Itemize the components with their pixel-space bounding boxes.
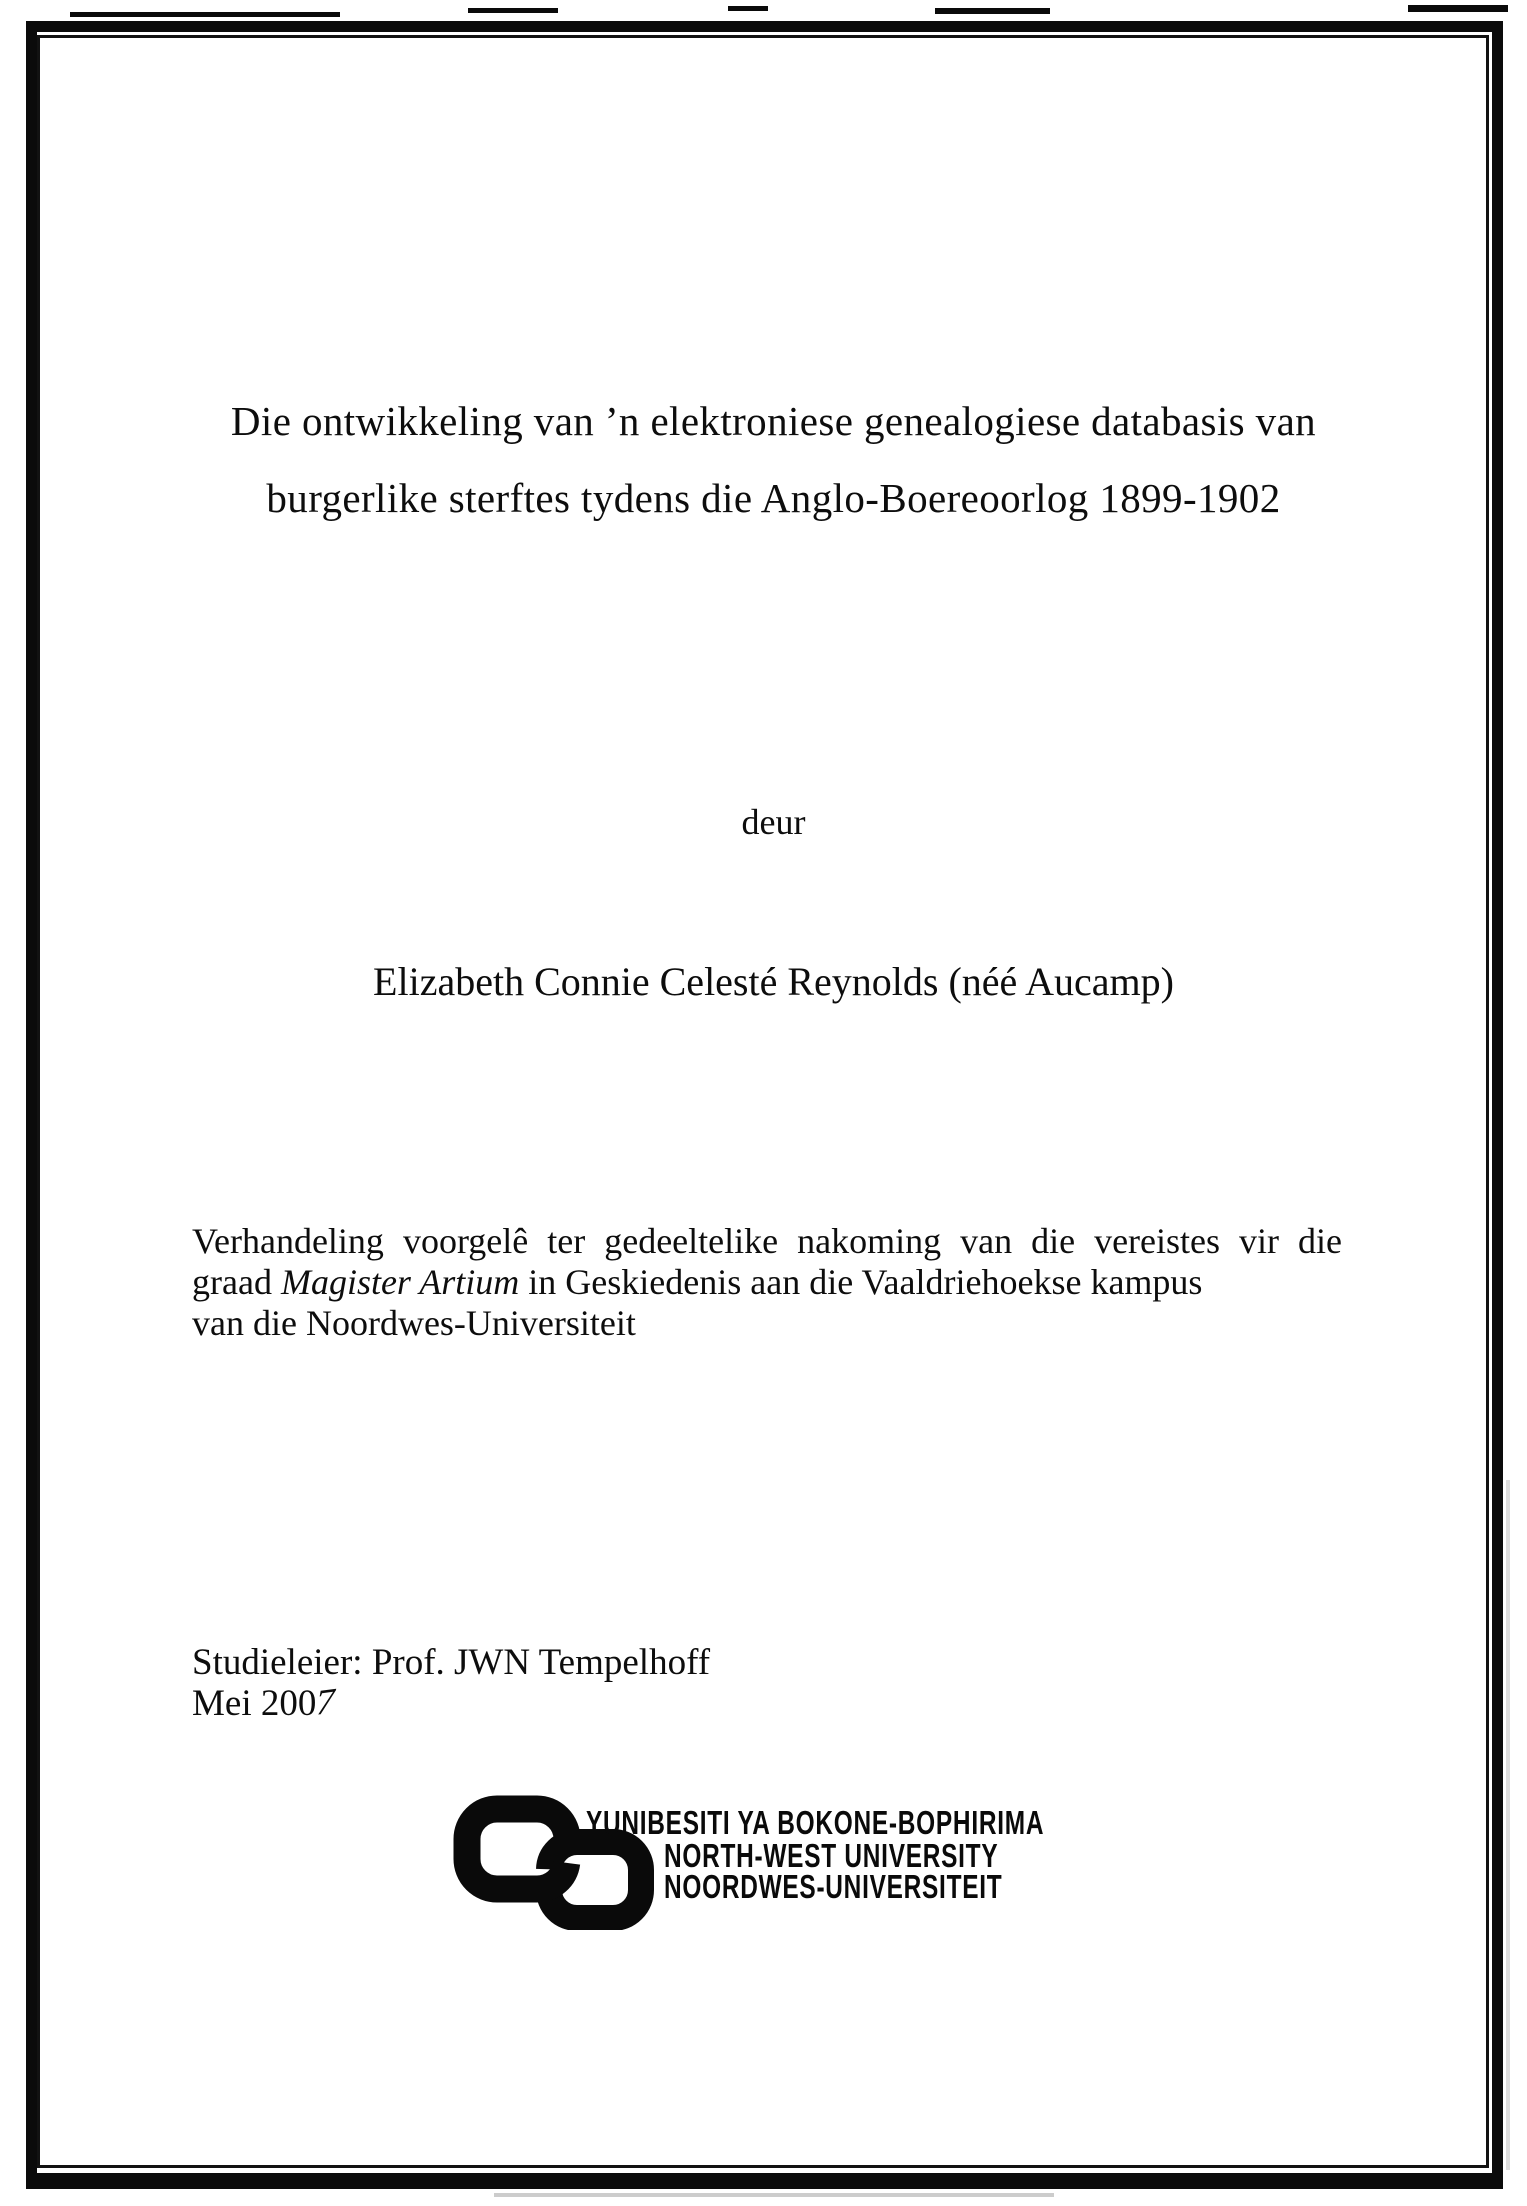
date-last-digit: 7 xyxy=(312,1680,340,1725)
logo-line-afrikaans: NOORDWES-UNIVERSITEIT xyxy=(664,1868,1003,1905)
thesis-title-line-1: Die ontwikkeling van ’n elektroniese genealogiese databasis van xyxy=(230,398,1317,444)
statement-line-2-pre: graad xyxy=(192,1262,281,1302)
supervisor-line: Studieleier: Prof. JWN Tempelhoff xyxy=(192,1642,711,1683)
author-name: Elizabeth Connie Celesté Reynolds (néé Aucamp) xyxy=(373,959,1174,1004)
supervisor-block xyxy=(192,1642,710,1724)
statement-line-2 xyxy=(192,1262,1342,1303)
thesis-statement xyxy=(192,1221,1342,1344)
statement-line-2-post: in Geskiedenis aan die Vaaldriehoekse kampus xyxy=(519,1262,1203,1302)
degree-name-italic: Magister Artium xyxy=(280,1262,520,1302)
date-line xyxy=(192,1680,710,1725)
logo-line-english: NORTH-WEST UNIVERSITY xyxy=(664,1837,999,1874)
scan-artifact xyxy=(494,2193,1054,2197)
scan-artifact xyxy=(1506,1480,1510,2170)
thesis-title-line-2: burgerlike sterftes tydens die Anglo-Boereoorlog 1899-1902 xyxy=(266,475,1281,521)
scan-artifact xyxy=(468,8,558,13)
statement-line-1: Verhandeling voorgelê ter gedeeltelike nakoming van die vereistes vir die xyxy=(192,1221,1342,1261)
logo-line-setswana: YUNIBESITI YA BOKONE-BOPHIRIMA xyxy=(586,1804,1045,1841)
scan-artifact xyxy=(1408,5,1508,12)
scan-artifact xyxy=(70,12,340,17)
byline: deur xyxy=(741,802,806,842)
statement-line-3: van die Noordwes-Universiteit xyxy=(192,1303,636,1343)
scan-artifact xyxy=(728,6,768,11)
scan-artifact xyxy=(935,8,1050,14)
date-prefix: Mei 200 xyxy=(192,1683,317,1724)
